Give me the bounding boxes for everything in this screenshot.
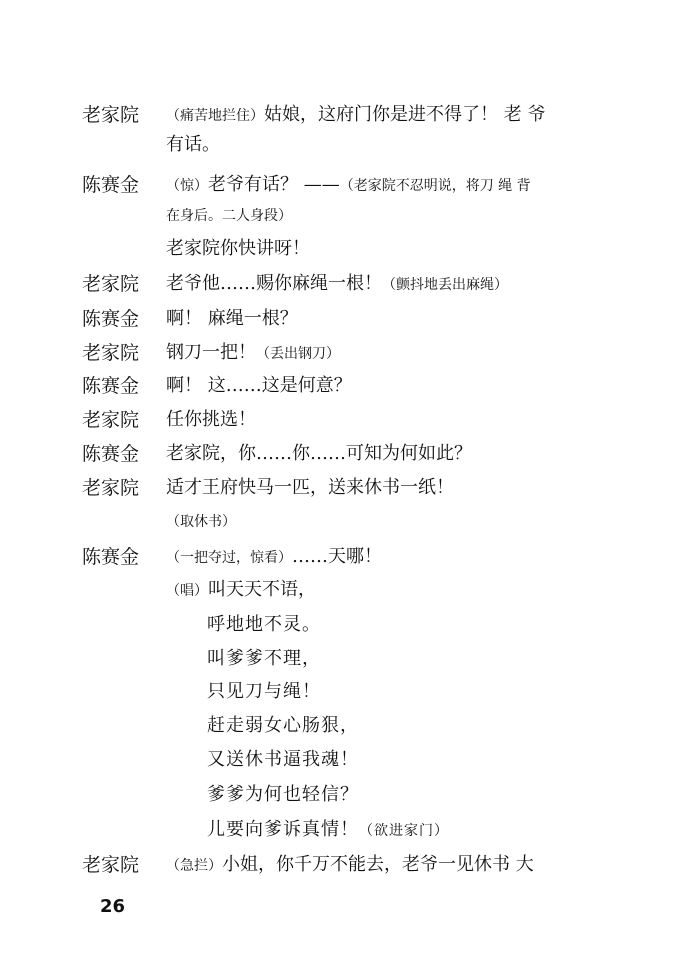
- dialogue-content: [166, 103, 545, 128]
- dialogue-content: [166, 374, 352, 398]
- dialogue-content: [166, 853, 534, 878]
- speaker-name: 老家院: [82, 342, 140, 364]
- verse-line: 叫爹爹不理，: [207, 648, 321, 669]
- stage-direction: （丢出钢刀）: [256, 346, 340, 362]
- dialogue-text: ……天哪！: [292, 546, 382, 567]
- dialogue-content: [166, 272, 508, 297]
- dialogue-content: [166, 173, 531, 198]
- dialogue-text: 老家院，你……你……可知为何如此？: [166, 443, 472, 464]
- stage-direction: （一把夺过，惊看）: [166, 550, 292, 566]
- stage-direction: （颤抖地丢出麻绳）: [382, 277, 508, 293]
- speaker-name: 老家院: [82, 104, 140, 126]
- verse-line: 只见刀与绳！: [207, 681, 321, 702]
- dialogue-text: 姑娘，这府门你是进不得了！ 老 爷: [264, 104, 546, 125]
- dialogue-content: [166, 476, 454, 500]
- stage-direction: （痛苦地拦住）: [166, 108, 264, 124]
- speaker-name: 老家院: [82, 477, 140, 499]
- verse-line: 又送休书逼我魂！: [207, 749, 359, 770]
- dialogue-text: 适才王府快马一匹，送来休书一纸！: [166, 477, 454, 498]
- dialogue-text: 叫天天不语，: [208, 579, 316, 600]
- continuation-line: 老家院你快讲呀！: [166, 238, 310, 259]
- dialogue-text: 儿要向爹诉真情！: [207, 819, 359, 840]
- dialogue-content: [166, 307, 298, 331]
- stage-direction: （唱）: [166, 583, 208, 599]
- speaker-name: 老家院: [82, 854, 140, 876]
- stage-direction: （老家院不忍明说，将刀 绳 背: [339, 178, 531, 194]
- stage-direction: （惊）: [166, 178, 208, 194]
- dialogue-content: [166, 442, 472, 466]
- dialogue-text: 小姐，你千万不能去，老爷一见休书 大: [222, 854, 534, 875]
- speaker-name: 陈赛金: [82, 375, 140, 397]
- speaker-name: 陈赛金: [82, 546, 140, 568]
- stage-direction: （欲进家门）: [359, 823, 449, 839]
- sung-line: [166, 578, 316, 603]
- dialogue-content: [166, 545, 382, 570]
- dialogue-text: 啊！ 麻绳一根？: [166, 308, 298, 329]
- dialogue-text: 钢刀一把！: [166, 342, 256, 363]
- dialogue-content: [166, 341, 340, 366]
- dialogue-text: 啊！ 这……这是何意？: [166, 375, 352, 396]
- verse-line: [207, 818, 449, 843]
- speaker-name: 陈赛金: [82, 308, 140, 330]
- stage-direction-line: （取休书）: [166, 514, 236, 530]
- verse-line: 呼地地不灵。: [207, 614, 321, 635]
- speaker-name: 老家院: [82, 273, 140, 295]
- speaker-name: 陈赛金: [82, 443, 140, 465]
- dialogue-text: 任你挑选！: [166, 409, 256, 430]
- dialogue-text: 老爷他……赐你麻绳一根！: [166, 273, 382, 294]
- verse-line: 爹爹为何也轻信？: [207, 784, 359, 805]
- dialogue-text: 老爷有话？ ——: [208, 174, 340, 195]
- page-number: 26: [100, 896, 126, 917]
- speaker-name: 陈赛金: [82, 174, 140, 196]
- stage-direction: （急拦）: [166, 858, 222, 874]
- speaker-name: 老家院: [82, 409, 140, 431]
- stage-direction-line: 在身后。二人身段）: [166, 208, 292, 224]
- dialogue-content: [166, 408, 256, 432]
- continuation-line: 有话。: [166, 134, 220, 155]
- verse-line: 赶走弱女心肠狠，: [207, 715, 359, 736]
